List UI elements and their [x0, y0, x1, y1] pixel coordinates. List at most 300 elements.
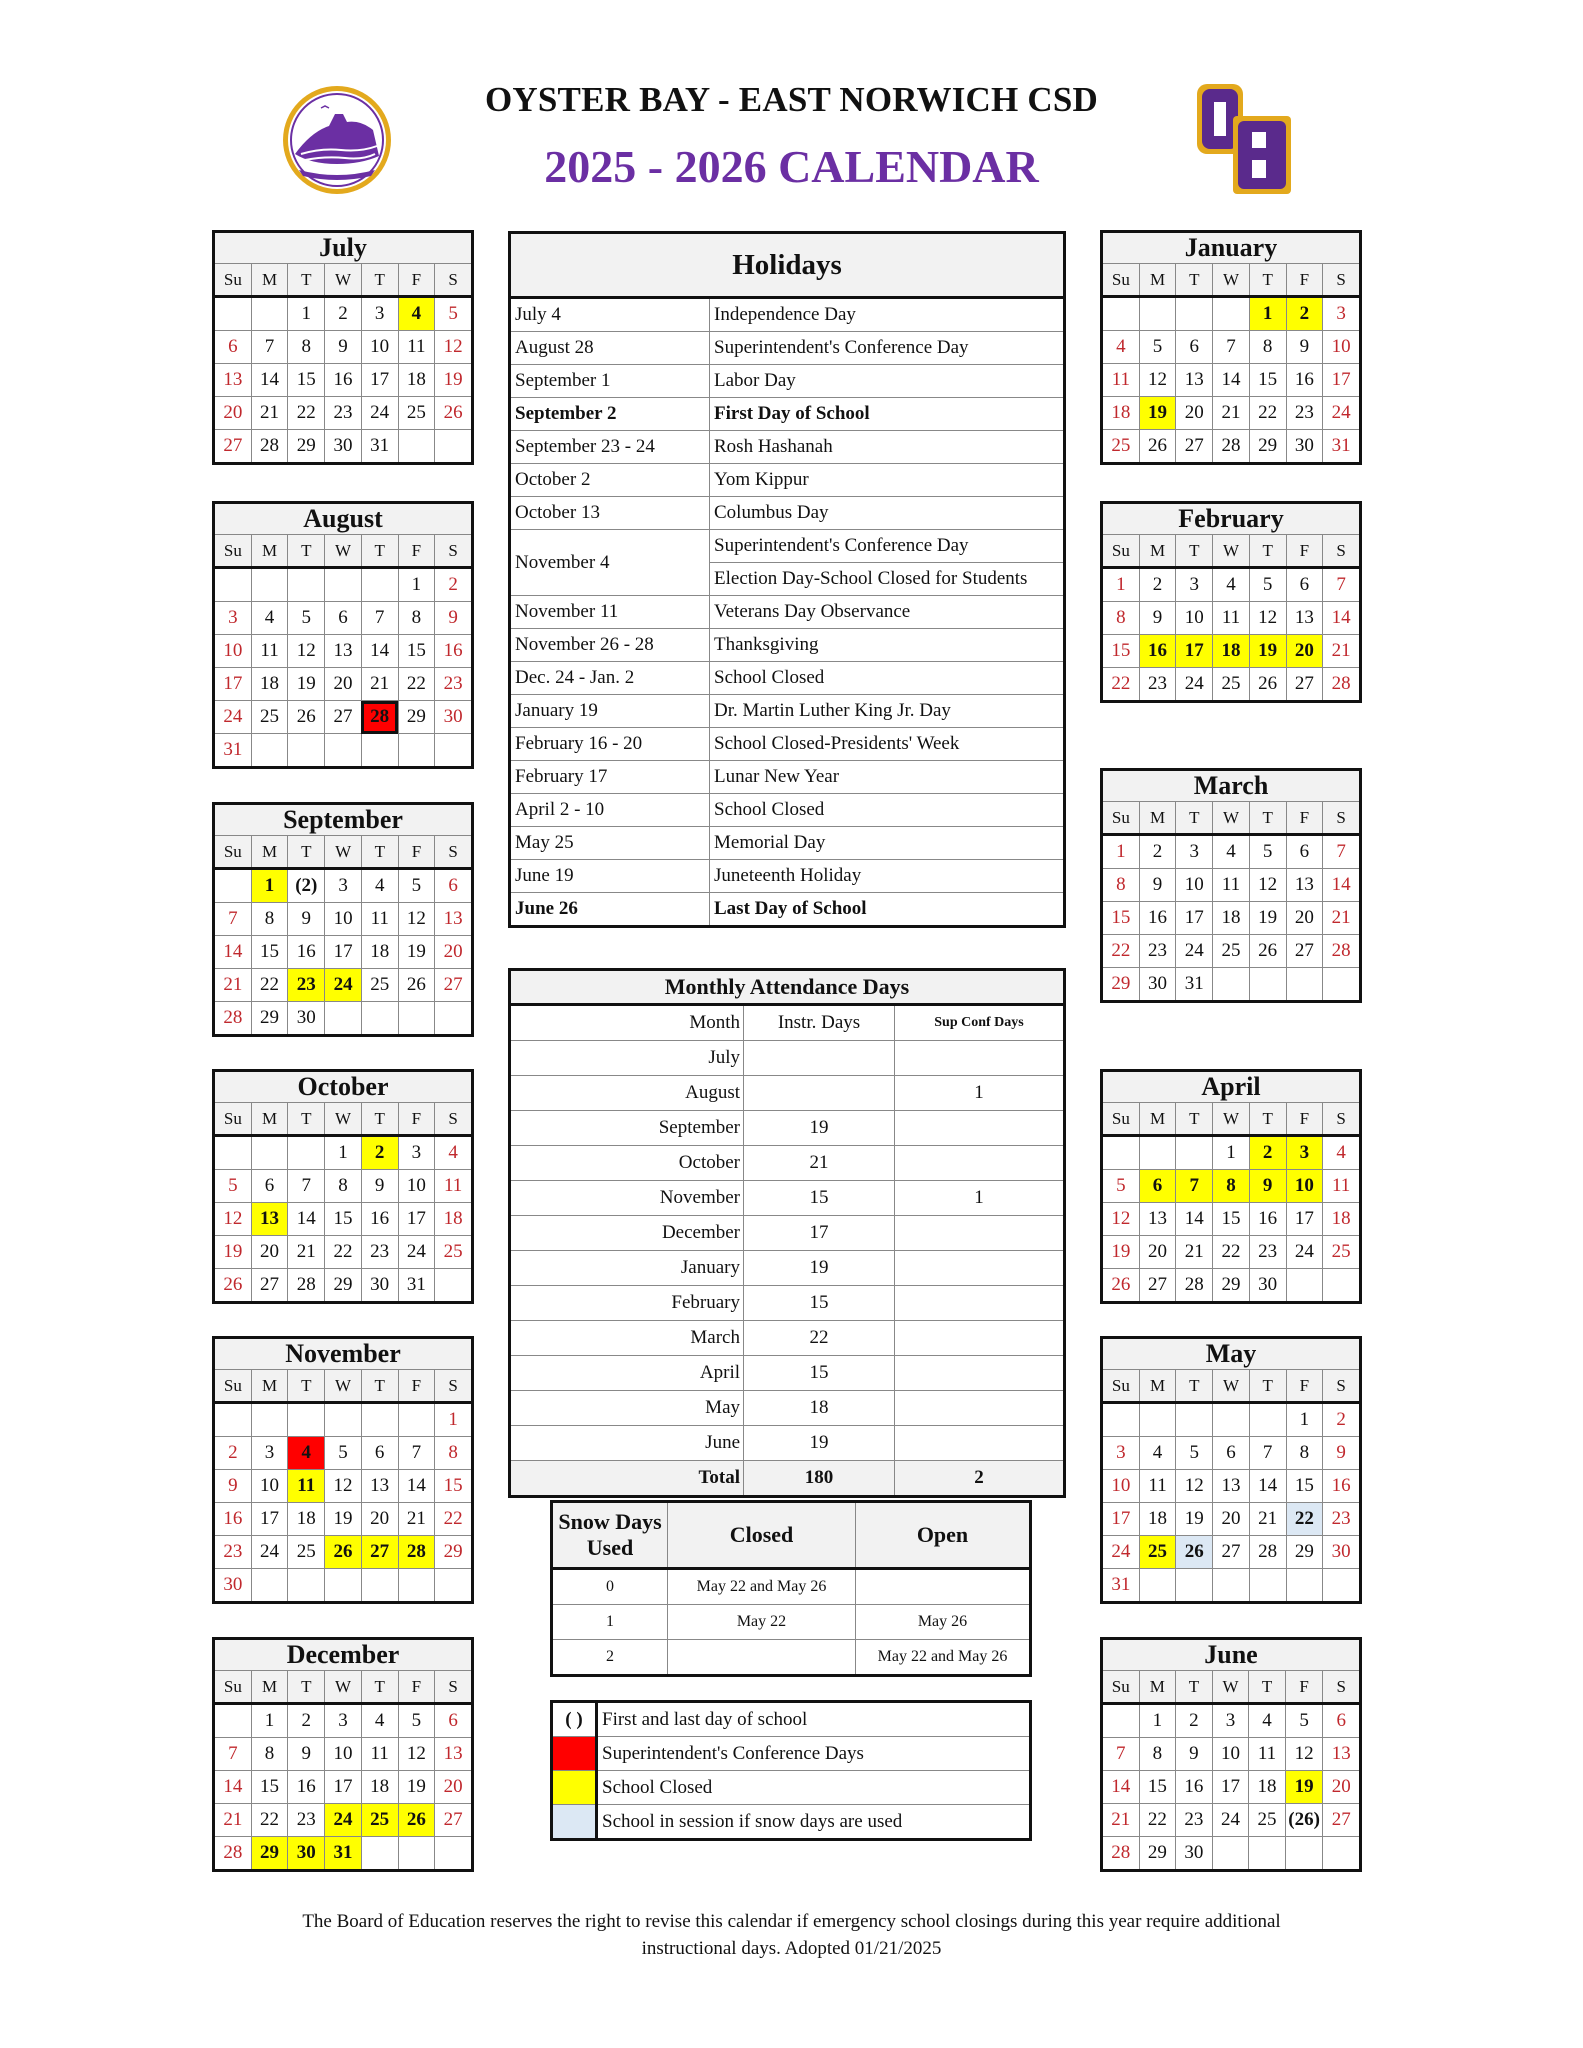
attendance-row	[510, 1041, 1065, 1076]
holiday-date: June 19	[510, 860, 710, 893]
day-cell: 7	[1249, 1437, 1286, 1470]
day-cell: 7	[1213, 331, 1250, 364]
calendar-june	[1100, 1637, 1362, 1872]
weekday-label: T	[361, 1103, 398, 1136]
attendance-instr-days: 19	[744, 1251, 895, 1286]
day-cell: 21	[398, 1503, 435, 1536]
day-cell: 14	[1249, 1470, 1286, 1503]
day-cell: 22	[325, 1236, 362, 1269]
day-cell: 16	[435, 635, 473, 668]
attendance-sup-days: 1	[895, 1181, 1065, 1216]
holiday-date: July 4	[510, 298, 710, 332]
day-cell: 5	[325, 1437, 362, 1470]
holiday-name: Veterans Day Observance	[710, 596, 1065, 629]
day-cell: 7	[361, 602, 398, 635]
empty-day-cell	[1212, 1837, 1249, 1871]
holiday-row	[510, 728, 1065, 761]
day-cell: 28	[361, 701, 398, 734]
weekday-label: M	[1139, 1103, 1176, 1136]
attendance-instr-days: 15	[744, 1181, 895, 1216]
holiday-row	[510, 596, 1065, 629]
day-cell: 22	[1286, 1503, 1323, 1536]
day-cell: 20	[435, 1771, 473, 1804]
attendance-month: March	[510, 1321, 744, 1356]
attendance-title: Monthly Attendance Days	[510, 970, 1065, 1005]
weekday-label: W	[1213, 802, 1250, 835]
day-cell: 26	[288, 701, 325, 734]
calendar-november	[212, 1336, 474, 1604]
weekday-label: Su	[1102, 802, 1140, 835]
day-cell: 19	[325, 1503, 362, 1536]
empty-day-cell	[398, 1837, 435, 1871]
day-cell: 16	[214, 1503, 252, 1536]
attendance-row	[510, 1111, 1065, 1146]
day-cell: 14	[361, 635, 398, 668]
snow-open: May 26	[856, 1605, 1031, 1640]
empty-day-cell	[1323, 968, 1361, 1002]
attendance-month: July	[510, 1041, 744, 1076]
day-cell: 13	[1286, 602, 1323, 635]
day-cell: 9	[1286, 331, 1323, 364]
day-cell: 21	[1176, 1236, 1213, 1269]
day-cell: 17	[1176, 902, 1213, 935]
empty-day-cell	[361, 568, 398, 602]
day-cell: 19	[1285, 1771, 1323, 1804]
weekday-label: M	[1139, 802, 1176, 835]
weekday-label: T	[361, 535, 398, 568]
day-cell: 19	[398, 1771, 435, 1804]
day-cell: 22	[251, 969, 288, 1002]
day-cell: 4	[361, 869, 398, 903]
day-cell: 18	[1102, 397, 1140, 430]
day-cell: 7	[1323, 835, 1361, 869]
day-cell: 9	[361, 1170, 398, 1203]
day-cell: 21	[214, 969, 252, 1002]
day-cell: 11	[1102, 364, 1140, 397]
day-cell: 19	[1249, 635, 1286, 668]
month-name: August	[214, 503, 473, 535]
day-cell: 11	[1213, 602, 1250, 635]
day-cell: 25	[1213, 668, 1250, 702]
empty-day-cell	[361, 734, 398, 768]
day-cell: 12	[288, 635, 325, 668]
attendance-month: February	[510, 1286, 744, 1321]
holiday-row	[510, 464, 1065, 497]
day-cell: 15	[1139, 1771, 1176, 1804]
attendance-month: December	[510, 1216, 744, 1251]
day-cell: 21	[361, 668, 398, 701]
weekday-label: T	[288, 1671, 325, 1704]
day-cell: 15	[1102, 635, 1140, 668]
total-instr-days: 180	[744, 1461, 895, 1497]
empty-day-cell	[435, 1269, 473, 1303]
day-cell: 27	[1286, 668, 1323, 702]
weekday-label: F	[1286, 535, 1323, 568]
empty-day-cell	[288, 568, 325, 602]
snow-row	[552, 1605, 1031, 1640]
day-cell: 21	[1323, 635, 1361, 668]
day-cell: 3	[1176, 835, 1213, 869]
weekday-label: Su	[214, 1103, 252, 1136]
day-cell: 20	[1286, 902, 1323, 935]
day-cell: 23	[1139, 668, 1176, 702]
col-month-header: Month	[510, 1005, 744, 1041]
day-cell: 14	[288, 1203, 325, 1236]
day-cell: 3	[1286, 1136, 1323, 1170]
day-cell: 16	[1249, 1203, 1286, 1236]
day-cell: 7	[398, 1437, 435, 1470]
day-cell: 12	[1285, 1738, 1323, 1771]
attendance-sup-days	[895, 1426, 1065, 1461]
empty-day-cell	[251, 1569, 288, 1603]
day-cell: 4	[1323, 1136, 1361, 1170]
day-cell: 1	[1213, 1136, 1250, 1170]
empty-day-cell	[325, 1002, 362, 1036]
day-cell: (26)	[1285, 1804, 1323, 1837]
day-cell: 1	[1102, 568, 1140, 602]
day-cell: 20	[1213, 1503, 1250, 1536]
empty-day-cell	[1176, 1569, 1213, 1603]
weekday-label: M	[1139, 1671, 1176, 1704]
day-cell: 18	[1213, 635, 1250, 668]
day-cell: 30	[1286, 430, 1323, 464]
empty-day-cell	[214, 568, 252, 602]
day-cell: 25	[398, 397, 435, 430]
day-cell: 27	[1139, 1269, 1176, 1303]
day-cell: 1	[251, 1704, 288, 1738]
day-cell: 24	[325, 1804, 362, 1837]
day-cell: 23	[435, 668, 473, 701]
holiday-name: Superintendent's Conference Day	[710, 530, 1065, 563]
attendance-instr-days	[744, 1041, 895, 1076]
day-cell: 10	[1323, 331, 1361, 364]
day-cell: 9	[1323, 1437, 1361, 1470]
empty-day-cell	[435, 1569, 473, 1603]
snow-closed: May 22	[668, 1605, 856, 1640]
day-cell: 9	[435, 602, 473, 635]
attendance-sup-days	[895, 1216, 1065, 1251]
empty-day-cell	[1213, 1403, 1250, 1437]
day-cell: 13	[1323, 1738, 1361, 1771]
day-cell: 11	[251, 635, 288, 668]
col-instr-header: Instr. Days	[744, 1005, 895, 1041]
weekday-label: T	[1176, 802, 1213, 835]
month-name: May	[1102, 1338, 1361, 1370]
attendance-total-row	[510, 1461, 1065, 1497]
day-cell: 11	[288, 1470, 325, 1503]
day-cell: 2	[1176, 1704, 1213, 1738]
day-cell: 17	[398, 1203, 435, 1236]
day-cell: 14	[398, 1470, 435, 1503]
day-cell: 6	[435, 1704, 473, 1738]
empty-day-cell	[214, 1403, 252, 1437]
day-cell: 10	[1176, 869, 1213, 902]
weekday-label: Su	[1102, 1103, 1140, 1136]
day-cell: 5	[398, 869, 435, 903]
weekday-label: W	[1213, 1103, 1250, 1136]
day-cell: 6	[361, 1437, 398, 1470]
day-cell: 20	[1323, 1771, 1361, 1804]
holiday-row	[510, 431, 1065, 464]
attendance-instr-days: 21	[744, 1146, 895, 1181]
snow-used-line2: Used	[586, 1535, 634, 1560]
day-cell: 28	[1249, 1536, 1286, 1569]
attendance-instr-days: 19	[744, 1111, 895, 1146]
day-cell: 21	[1249, 1503, 1286, 1536]
day-cell: 27	[1213, 1536, 1250, 1569]
day-cell: 20	[251, 1236, 288, 1269]
day-cell: 11	[398, 331, 435, 364]
day-cell: 26	[398, 1804, 435, 1837]
empty-day-cell	[288, 734, 325, 768]
empty-day-cell	[251, 568, 288, 602]
day-cell: 24	[1102, 1536, 1140, 1569]
month-name: June	[1102, 1639, 1361, 1671]
day-cell: 13	[435, 903, 473, 936]
weekday-label: T	[1249, 802, 1286, 835]
empty-day-cell	[398, 1569, 435, 1603]
snow-used: 2	[552, 1640, 668, 1676]
day-cell: 20	[1139, 1236, 1176, 1269]
day-cell: 25	[361, 1804, 398, 1837]
day-cell: 21	[288, 1236, 325, 1269]
weekday-label: S	[1323, 264, 1361, 297]
day-cell: 24	[251, 1536, 288, 1569]
day-cell: 7	[251, 331, 288, 364]
day-cell: 2	[1249, 1136, 1286, 1170]
day-cell: 11	[1139, 1470, 1176, 1503]
attendance-row	[510, 1286, 1065, 1321]
holiday-date: November 11	[510, 596, 710, 629]
attendance-month: April	[510, 1356, 744, 1391]
day-cell: 23	[1139, 935, 1176, 968]
day-cell: 14	[214, 936, 252, 969]
attendance-instr-days: 19	[744, 1426, 895, 1461]
day-cell: 2	[325, 297, 362, 331]
day-cell: 29	[288, 430, 325, 464]
month-name: April	[1102, 1071, 1361, 1103]
day-cell: 9	[1139, 602, 1176, 635]
empty-day-cell	[1139, 1403, 1176, 1437]
attendance-sup-days	[895, 1321, 1065, 1356]
day-cell: 2	[1139, 835, 1176, 869]
day-cell: 24	[361, 397, 398, 430]
day-cell: 12	[214, 1203, 252, 1236]
day-cell: 30	[1176, 1837, 1213, 1871]
holiday-date: April 2 - 10	[510, 794, 710, 827]
calendar-september	[212, 802, 474, 1037]
day-cell: 12	[1139, 364, 1176, 397]
holiday-row	[510, 298, 1065, 332]
day-cell: 11	[1249, 1738, 1286, 1771]
day-cell: 19	[1102, 1236, 1140, 1269]
day-cell: 9	[214, 1470, 252, 1503]
weekday-label: Su	[214, 535, 252, 568]
day-cell: 18	[361, 1771, 398, 1804]
day-cell: 12	[398, 903, 435, 936]
day-cell: 3	[325, 869, 362, 903]
empty-day-cell	[1249, 1403, 1286, 1437]
weekday-label: T	[361, 1370, 398, 1403]
day-cell: 17	[1286, 1203, 1323, 1236]
weekday-label: Su	[1102, 264, 1140, 297]
weekday-label: W	[325, 1103, 362, 1136]
month-name: October	[214, 1071, 473, 1103]
day-cell: 16	[1286, 364, 1323, 397]
weekday-label: Su	[1102, 535, 1140, 568]
day-cell: 13	[325, 635, 362, 668]
weekday-label: Su	[1102, 1671, 1140, 1704]
empty-day-cell	[1213, 297, 1250, 331]
attendance-month: October	[510, 1146, 744, 1181]
weekday-label: T	[1249, 1103, 1286, 1136]
day-cell: 26	[398, 969, 435, 1002]
day-cell: 1	[1102, 835, 1140, 869]
day-cell: 27	[251, 1269, 288, 1303]
day-cell: 30	[288, 1002, 325, 1036]
day-cell: 26	[1249, 668, 1286, 702]
day-cell: 4	[435, 1136, 473, 1170]
weekday-label: W	[1213, 264, 1250, 297]
day-cell: 13	[214, 364, 252, 397]
snow-closed	[668, 1640, 856, 1676]
day-cell: 17	[1102, 1503, 1140, 1536]
day-cell: 5	[398, 1704, 435, 1738]
empty-day-cell	[1249, 968, 1286, 1002]
day-cell: 14	[1213, 364, 1250, 397]
day-cell: 16	[1139, 635, 1176, 668]
empty-day-cell	[1176, 1403, 1213, 1437]
day-cell: 3	[251, 1437, 288, 1470]
empty-day-cell	[1213, 1569, 1250, 1603]
day-cell: 21	[1323, 902, 1361, 935]
empty-day-cell	[398, 430, 435, 464]
day-cell: 27	[435, 1804, 473, 1837]
weekday-label: M	[251, 836, 288, 869]
weekday-label: S	[435, 1103, 473, 1136]
footer-line1: The Board of Education reserves the right to revise this calendar if emergency school closings during this year require additional	[302, 1911, 1281, 1932]
day-cell: 6	[325, 602, 362, 635]
day-cell: 26	[1249, 935, 1286, 968]
attendance-sup-days	[895, 1251, 1065, 1286]
day-cell: 21	[251, 397, 288, 430]
day-cell: 26	[325, 1536, 362, 1569]
total-sup-days: 2	[895, 1461, 1065, 1497]
day-cell: (2)	[288, 869, 325, 903]
attendance-sup-days	[895, 1391, 1065, 1426]
day-cell: 13	[1139, 1203, 1176, 1236]
day-cell: 3	[398, 1136, 435, 1170]
weekday-label: T	[1176, 1370, 1213, 1403]
legend-row	[552, 1771, 1031, 1805]
weekday-label: F	[398, 836, 435, 869]
calendar-title: 2025 - 2026 CALENDAR	[544, 141, 1039, 192]
attendance-row	[510, 1321, 1065, 1356]
holiday-row	[510, 761, 1065, 794]
day-cell: 17	[325, 1771, 362, 1804]
empty-day-cell	[1102, 297, 1140, 331]
empty-day-cell	[398, 734, 435, 768]
holiday-row	[510, 530, 1065, 563]
day-cell: 25	[1102, 430, 1140, 464]
day-cell: 9	[1176, 1738, 1213, 1771]
weekday-label: S	[1323, 802, 1361, 835]
empty-day-cell	[1176, 1136, 1213, 1170]
holiday-row	[510, 794, 1065, 827]
empty-day-cell	[361, 1569, 398, 1603]
day-cell: 22	[1213, 1236, 1250, 1269]
weekday-label: F	[1286, 802, 1323, 835]
day-cell: 6	[1286, 835, 1323, 869]
day-cell: 15	[251, 936, 288, 969]
weekday-label: M	[1139, 1370, 1176, 1403]
day-cell: 10	[398, 1170, 435, 1203]
holiday-date: February 16 - 20	[510, 728, 710, 761]
day-cell: 5	[1285, 1704, 1323, 1738]
day-cell: 18	[1213, 902, 1250, 935]
day-cell: 16	[1176, 1771, 1213, 1804]
day-cell: 17	[1323, 364, 1361, 397]
day-cell: 17	[361, 364, 398, 397]
holiday-row	[510, 662, 1065, 695]
empty-day-cell	[398, 1403, 435, 1437]
weekday-label: Su	[214, 264, 252, 297]
empty-day-cell	[1323, 1269, 1361, 1303]
day-cell: 16	[288, 1771, 325, 1804]
empty-day-cell	[1139, 1569, 1176, 1603]
day-cell: 28	[251, 430, 288, 464]
holiday-name: Labor Day	[710, 365, 1065, 398]
holidays-table	[508, 231, 1066, 928]
weekday-label: F	[398, 1370, 435, 1403]
day-cell: 31	[1323, 430, 1361, 464]
day-cell: 22	[288, 397, 325, 430]
empty-day-cell	[1323, 1837, 1361, 1871]
calendar-may	[1100, 1336, 1362, 1604]
day-cell: 9	[1139, 869, 1176, 902]
empty-day-cell	[1102, 1403, 1140, 1437]
attendance-row	[510, 1181, 1065, 1216]
day-cell: 20	[325, 668, 362, 701]
attendance-month: August	[510, 1076, 744, 1111]
day-cell: 18	[1139, 1503, 1176, 1536]
day-cell: 10	[325, 1738, 362, 1771]
snow-open: May 22 and May 26	[856, 1640, 1031, 1676]
day-cell: 7	[214, 1738, 252, 1771]
day-cell: 8	[1286, 1437, 1323, 1470]
day-cell: 27	[1286, 935, 1323, 968]
day-cell: 30	[1323, 1536, 1361, 1569]
day-cell: 30	[435, 701, 473, 734]
attendance-month: May	[510, 1391, 744, 1426]
holiday-row	[510, 332, 1065, 365]
weekday-label: F	[1286, 1103, 1323, 1136]
day-cell: 12	[325, 1470, 362, 1503]
day-cell: 24	[1323, 397, 1361, 430]
weekday-label: M	[251, 535, 288, 568]
day-cell: 25	[435, 1236, 473, 1269]
weekday-label: T	[1249, 535, 1286, 568]
empty-day-cell	[1286, 1569, 1323, 1603]
day-cell: 12	[1249, 869, 1286, 902]
day-cell: 5	[1249, 568, 1286, 602]
day-cell: 9	[325, 331, 362, 364]
day-cell: 5	[288, 602, 325, 635]
day-cell: 5	[214, 1170, 252, 1203]
day-cell: 27	[325, 701, 362, 734]
holiday-date: September 1	[510, 365, 710, 398]
weekday-label: T	[288, 264, 325, 297]
